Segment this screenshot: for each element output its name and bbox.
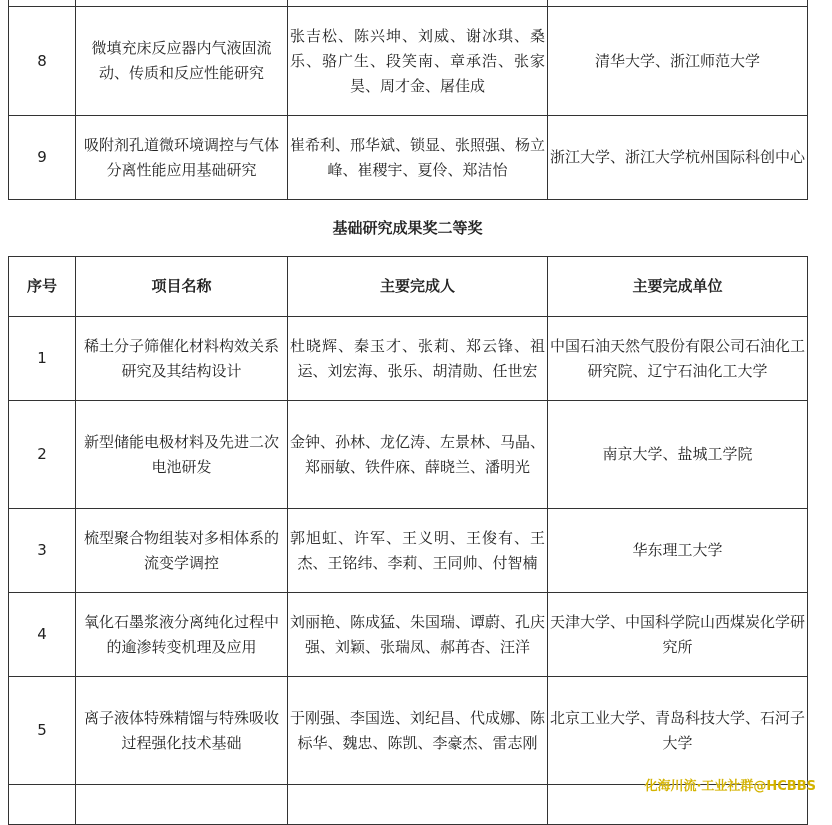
table-row xyxy=(9,401,808,509)
header-units: 主要完成单位 xyxy=(548,257,808,317)
main-units: 清华大学、浙江师范大学 xyxy=(548,7,808,116)
row-number: 1 xyxy=(9,317,76,401)
main-units: 华东理工大学 xyxy=(548,509,808,593)
table-row xyxy=(9,509,808,593)
main-people: 张吉松、陈兴坤、刘威、谢冰琪、桑乐、骆广生、段笑南、章承浩、张家昊、周才金、屠佳成 xyxy=(288,7,548,116)
table-row xyxy=(9,593,808,677)
top-table xyxy=(8,0,808,200)
project-name: 新型储能电极材料及先进二次电池研发 xyxy=(76,401,288,509)
table-row xyxy=(9,677,808,785)
project-name: 稀土分子筛催化材料构效关系研究及其结构设计 xyxy=(76,317,288,401)
main-people: 金钟、孙林、龙亿涛、左景林、马晶、郑丽敏、铁件庥、薛晓兰、潘明光 xyxy=(288,401,548,509)
main-units: 中国石油天然气股份有限公司石油化工研究院、辽宁石油化工大学 xyxy=(548,317,808,401)
main-people: 崔希利、邢华斌、锁显、张照强、杨立峰、崔稷宇、夏伶、郑洁怡 xyxy=(288,116,548,200)
row-number: 2 xyxy=(9,401,76,509)
project-name: 离子液体特殊精馏与特殊吸收过程强化技术基础 xyxy=(76,677,288,785)
row-number: 8 xyxy=(9,7,76,116)
award-table xyxy=(8,256,808,825)
project-name: 微填充床反应器内气液固流动、传质和反应性能研究 xyxy=(76,7,288,116)
row-number: 5 xyxy=(9,677,76,785)
row-number: 3 xyxy=(9,509,76,593)
header-project: 项目名称 xyxy=(76,257,288,317)
main-people: 刘丽艳、陈成猛、朱国瑞、谭蔚、孔庆强、刘颖、张瑞凤、郝苒杏、汪洋 xyxy=(288,593,548,677)
main-units: 北京工业大学、青岛科技大学、石河子大学 xyxy=(548,677,808,785)
header-people: 主要完成人 xyxy=(288,257,548,317)
main-people: 郭旭虹、许军、王义明、王俊有、王杰、王铭纬、李莉、王同帅、付智楠 xyxy=(288,509,548,593)
table-header-row xyxy=(9,257,808,317)
project-name: 氧化石墨浆液分离纯化过程中的逾渗转变机理及应用 xyxy=(76,593,288,677)
header-no: 序号 xyxy=(9,257,76,317)
main-units: 浙江大学、浙江大学杭州国际科创中心 xyxy=(548,116,808,200)
section-title: 基础研究成果奖二等奖 xyxy=(332,219,483,237)
row-number: 9 xyxy=(9,116,76,200)
project-name: 梳型聚合物组装对多相体系的流变学调控 xyxy=(76,509,288,593)
watermark: 化海川流·工业社群@HCBBS xyxy=(644,779,816,794)
project-name: 吸附剂孔道微环境调控与气体分离性能应用基础研究 xyxy=(76,116,288,200)
table-row xyxy=(9,7,808,116)
table-row xyxy=(9,317,808,401)
main-units: 天津大学、中国科学院山西煤炭化学研究所 xyxy=(548,593,808,677)
main-units: 南京大学、盐城工学院 xyxy=(548,401,808,509)
main-people: 杜晓辉、秦玉才、张莉、郑云锋、祖运、刘宏海、张乐、胡清勋、任世宏 xyxy=(288,317,548,401)
row-number: 4 xyxy=(9,593,76,677)
main-people: 于刚强、李国选、刘纪昌、代成娜、陈标华、魏忠、陈凯、李豪杰、雷志刚 xyxy=(288,677,548,785)
table-row xyxy=(9,116,808,200)
